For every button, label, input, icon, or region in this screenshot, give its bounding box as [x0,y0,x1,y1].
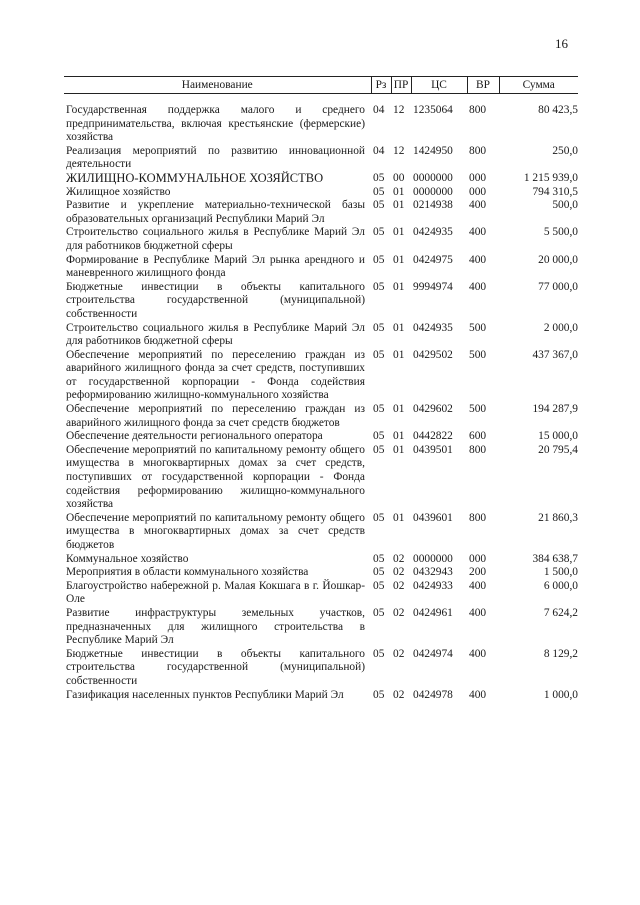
row-vr: 400 [469,253,487,266]
row-cs: 0424935 [413,321,453,334]
row-sum: 80 423,5 [538,104,578,116]
row-rz: 05 [373,606,385,619]
row-pr: 02 [393,606,405,619]
row-vr: 800 [469,144,487,157]
row-rz: 05 [373,579,385,592]
row-rz: 05 [373,552,385,565]
row-pr: 02 [393,552,405,565]
row-cs: 0000000 [413,552,453,565]
row-pr: 02 [393,647,405,660]
row-name: Строительство социального жилья в Республике Марий Эл для работников бюджетной сферы [66,226,365,252]
header-sum: Сумма [499,77,578,94]
row-name: Обеспечение мероприятий по капитальному ремонту общего имущества в многоквартирных домах за счет средств, поступивших от государственной корпорации - Фонда содействия реформированию жилищно-коммунального хозяйства [66,443,365,511]
row-sum: 77 000,0 [538,280,578,293]
header-rz: Рз [371,77,391,94]
row-cs: 0424978 [413,688,453,701]
table-row [64,94,578,145]
header-pr: ПР [391,77,411,94]
table-row [64,444,578,512]
row-sum: 7 624,2 [543,606,578,619]
table-row [64,172,578,186]
row-cs: 0000000 [413,185,453,198]
row-rz: 05 [373,226,385,239]
row-rz: 05 [373,321,385,334]
row-rz: 05 [373,199,385,212]
row-vr: 200 [469,566,487,579]
row-sum: 5 500,0 [543,226,578,239]
row-rz: 05 [373,185,385,198]
row-vr: 800 [469,443,487,456]
page-number: 16 [555,36,568,51]
table-row [64,566,578,580]
table-row [64,199,578,226]
row-sum: 1 500,0 [543,566,578,579]
row-rz: 05 [373,253,385,266]
row-name: ЖИЛИЩНО-КОММУНАЛЬНОЕ ХОЗЯЙСТВО [66,170,324,185]
table-row [64,512,578,553]
row-cs: 0000000 [413,171,453,184]
row-sum: 1 000,0 [543,688,578,701]
row-vr: 000 [469,552,487,565]
row-pr: 01 [393,443,405,456]
row-rz: 04 [373,104,385,116]
row-vr: 500 [469,348,487,361]
row-vr: 400 [469,647,487,660]
row-name: Газификация населенных пунктов Республики Марий Эл [66,688,344,701]
header-cs: ЦС [411,77,467,94]
row-sum: 1 215 939,0 [523,171,578,184]
header-name: Наименование [64,77,371,94]
table-row [64,580,578,607]
row-rz: 05 [373,430,385,443]
row-pr: 01 [393,185,405,198]
row-pr: 02 [393,579,405,592]
row-pr: 01 [393,226,405,239]
row-cs: 9994974 [413,280,453,293]
row-name: Государственная поддержка малого и среднего предпринимательства, включая крестьянские (фермерские) хозяйства [66,104,365,144]
row-sum: 8 129,2 [543,647,578,660]
table-row [64,607,578,648]
row-cs: 0432943 [413,566,453,579]
row-vr: 800 [469,511,487,524]
row-name: Формирование в Республике Марий Эл рынка арендного и маневренного жилищного фонда [66,253,365,280]
row-name: Обеспечение мероприятий по переселению граждан из аварийного жилищного фонда за счет средств бюджетов [66,403,365,429]
row-rz: 04 [373,144,385,157]
row-cs: 0424933 [413,579,453,592]
table-row [64,689,578,703]
row-sum: 250,0 [552,144,578,157]
row-sum: 15 000,0 [538,430,578,443]
row-name: Строительство социального жилья в Республике Марий Эл для работников бюджетной сферы [66,321,365,348]
row-vr: 800 [469,104,487,116]
row-cs: 0214938 [413,199,453,212]
row-sum: 2 000,0 [543,321,578,334]
row-sum: 20 795,4 [538,443,578,456]
row-pr: 02 [393,688,405,701]
row-vr: 000 [469,185,487,198]
table-row [64,322,578,349]
table-header [64,77,578,94]
row-pr: 00 [393,171,405,184]
row-cs: 0439601 [413,511,453,524]
row-pr: 02 [393,566,405,579]
row-pr: 01 [393,430,405,443]
row-name: Обеспечение мероприятий по переселению граждан из аварийного жилищного фонда за счет средств, поступивших от государственной корпорации - Фонда содействия реформированию жилищно-коммунального хозяйства [66,348,365,402]
row-name: Обеспечение деятельности регионального оператора [66,430,323,443]
row-pr: 01 [393,403,405,416]
row-vr: 400 [469,199,487,212]
row-sum: 6 000,0 [543,579,578,592]
row-name: Мероприятия в области коммунального хозяйства [66,566,309,579]
row-sum: 21 860,3 [538,511,578,524]
row-pr: 01 [393,253,405,266]
row-cs: 0439501 [413,443,453,456]
row-name: Реализация мероприятий по развитию инновационной деятельности [66,144,365,171]
row-name: Бюджетные инвестиции в объекты капитального строительства государственной (муниципальной) собственности [66,280,365,320]
row-rz: 05 [373,688,385,701]
table-row [64,648,578,689]
row-rz: 05 [373,171,385,184]
row-cs: 0424961 [413,606,453,619]
table-row [64,186,578,200]
row-vr: 400 [469,579,487,592]
row-vr: 500 [469,321,487,334]
row-cs: 1235064 [413,104,453,116]
row-name: Обеспечение мероприятий по капитальному ремонту общего имущества в многоквартирных домах за счет средств бюджетов [66,511,365,551]
row-vr: 400 [469,606,487,619]
row-name: Коммунальное хозяйство [66,552,189,565]
row-vr: 400 [469,688,487,701]
table-body [64,94,578,703]
row-vr: 600 [469,430,487,443]
table-row [64,226,578,253]
row-rz: 05 [373,348,385,361]
row-pr: 01 [393,511,405,524]
row-name: Развитие инфраструктуры земельных участков, предназначенных для жилищного строительства в Республике Марий Эл [66,606,365,647]
row-rz: 05 [373,280,385,293]
table-row [64,349,578,403]
header-vr: ВР [467,77,499,94]
row-sum: 437 367,0 [532,348,578,361]
row-sum: 794 310,5 [532,185,578,198]
row-rz: 05 [373,511,385,524]
row-sum: 500,0 [552,199,578,212]
row-vr: 000 [469,171,487,184]
row-rz: 05 [373,443,385,456]
row-cs: 0424975 [413,253,453,266]
row-sum: 20 000,0 [538,253,578,266]
row-pr: 12 [393,144,405,157]
row-cs: 1424950 [413,144,453,157]
table-row [64,403,578,430]
row-name: Развитие и укрепление материально-технической базы образовательных организаций Республики Марий Эл [66,199,365,225]
row-name: Жилищное хозяйство [66,185,171,198]
row-pr: 01 [393,321,405,334]
row-cs: 0429602 [413,403,453,416]
row-cs: 0429502 [413,348,453,361]
row-name: Благоустройство набережной р. Малая Кокшага в г. Йошкар-Оле [66,579,365,606]
table-row [64,254,578,281]
row-cs: 0424935 [413,226,453,239]
row-name: Бюджетные инвестиции в объекты капитального строительства государственной (муниципальной) собственности [66,647,365,687]
row-rz: 05 [373,647,385,660]
row-vr: 500 [469,403,487,416]
row-cs: 0442822 [413,430,453,443]
row-pr: 01 [393,348,405,361]
row-sum: 194 287,9 [532,403,578,416]
row-pr: 12 [393,104,405,116]
budget-table [64,76,578,702]
row-rz: 05 [373,403,385,416]
row-rz: 05 [373,566,385,579]
row-pr: 01 [393,199,405,212]
row-cs: 0424974 [413,647,453,660]
row-pr: 01 [393,280,405,293]
row-vr: 400 [469,280,487,293]
table-row [64,145,578,172]
table-row [64,430,578,444]
table-row [64,553,578,567]
row-sum: 384 638,7 [532,552,578,565]
row-vr: 400 [469,226,487,239]
table-row [64,281,578,322]
